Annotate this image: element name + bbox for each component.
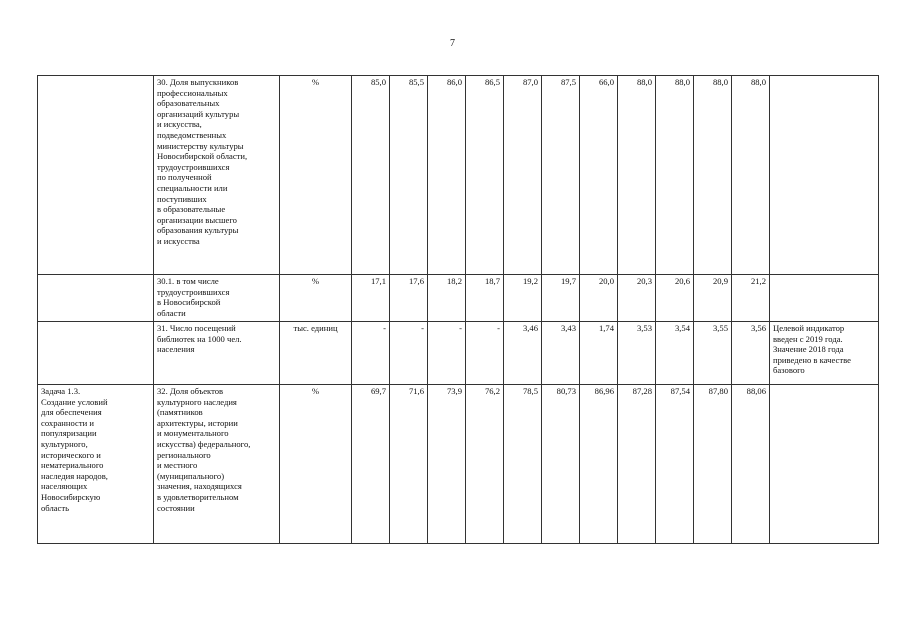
indicator-cell-line: образовательных — [157, 98, 220, 109]
table-row — [38, 76, 879, 275]
value-cell: 88,0 — [732, 76, 770, 275]
value-cell: - — [466, 322, 504, 385]
value-cell: 88,0 — [694, 76, 732, 275]
indicator-cell-line: трудоустроившихся — [157, 286, 230, 297]
value-cell: 78,5 — [504, 385, 542, 544]
unit-cell: % — [280, 385, 352, 544]
value-cell: 87,0 — [504, 76, 542, 275]
task-cell-line: Новосибирскую — [41, 491, 101, 502]
value-cell: 66,0 — [580, 76, 618, 275]
value-cell: 17,1 — [352, 275, 390, 322]
value-cell: 18,2 — [428, 275, 466, 322]
note-cell — [770, 275, 879, 322]
task-cell — [38, 275, 154, 322]
table-row — [38, 385, 879, 544]
value-cell: - — [352, 322, 390, 385]
task-cell-line: исторического и — [41, 449, 101, 460]
note-cell — [770, 322, 879, 385]
value-cell: 85,0 — [352, 76, 390, 275]
task-cell — [38, 385, 154, 544]
note-cell-line: Целевой индикатор — [773, 323, 845, 333]
page-number: 7 — [450, 38, 455, 49]
value-cell: 73,9 — [428, 385, 466, 544]
indicator-cell-line: поступивших — [157, 193, 207, 204]
value-cell: 19,2 — [504, 275, 542, 322]
task-cell-line: для обеспечения — [41, 407, 102, 418]
value-cell: 88,0 — [618, 76, 656, 275]
value-cell: 71,6 — [390, 385, 428, 544]
note-cell — [770, 385, 879, 544]
value-cell: 3,56 — [732, 322, 770, 385]
value-cell: 86,0 — [428, 76, 466, 275]
value-cell: 3,54 — [656, 322, 694, 385]
value-cell: 69,7 — [352, 385, 390, 544]
indicator-cell-line: и местного — [157, 460, 198, 471]
indicator-cell-line: организации высшего — [157, 214, 237, 225]
task-cell-line: наследия народов, — [41, 470, 108, 481]
unit-cell: % — [280, 76, 352, 275]
value-cell: 86,96 — [580, 385, 618, 544]
value-cell: - — [428, 322, 466, 385]
value-cell: 87,54 — [656, 385, 694, 544]
indicator-cell-line: населения — [157, 344, 195, 355]
value-cell: 3,55 — [694, 322, 732, 385]
table-row — [38, 322, 879, 385]
value-cell: 85,5 — [390, 76, 428, 275]
indicator-cell-line: культурного наследия — [157, 396, 237, 407]
indicator-cell-line: по полученной — [157, 172, 212, 183]
value-cell: 87,5 — [542, 76, 580, 275]
indicator-cell-line: значения, находящихся — [157, 481, 242, 492]
note-cell-line: Значение 2018 года — [773, 344, 844, 355]
indicator-cell-line: и монументального — [157, 428, 229, 439]
indicator-cell-line: и искусства, — [157, 119, 202, 130]
unit-cell: тыс. единиц — [280, 322, 352, 385]
value-cell: 18,7 — [466, 275, 504, 322]
value-cell: 20,0 — [580, 275, 618, 322]
indicator-cell — [154, 76, 280, 275]
note-cell-line: приведено в качестве — [773, 354, 851, 365]
indicator-cell-line: архитектуры, истории — [157, 417, 238, 428]
indicator-cell — [154, 275, 280, 322]
value-cell: 20,9 — [694, 275, 732, 322]
value-cell: 20,6 — [656, 275, 694, 322]
task-cell-line: культурного, — [41, 438, 88, 449]
indicator-cell-line: в Новосибирской — [157, 297, 221, 308]
task-cell-line: населяющих — [41, 481, 88, 492]
indicator-cell-line: библиотек на 1000 чел. — [157, 333, 242, 344]
indicator-cell — [154, 322, 280, 385]
indicator-cell-line: регионального — [157, 449, 211, 460]
indicator-cell-line: специальности или — [157, 182, 228, 193]
indicator-cell-line: трудоустроившихся — [157, 161, 230, 172]
indicator-cell-line: и искусства — [157, 235, 200, 246]
value-cell: 19,7 — [542, 275, 580, 322]
indicator-cell-line: 31. Число посещений — [157, 323, 236, 333]
indicator-cell-line: 30.1. в том числе — [157, 276, 219, 286]
value-cell: 3,46 — [504, 322, 542, 385]
task-cell-line: популяризации — [41, 428, 97, 439]
table-row — [38, 275, 879, 322]
value-cell: - — [390, 322, 428, 385]
task-cell-line: нематериального — [41, 460, 104, 471]
indicator-cell-line: 30. Доля выпускников — [157, 77, 239, 87]
indicator-cell — [154, 385, 280, 544]
indicator-cell-line: Новосибирской области, — [157, 151, 248, 162]
indicator-cell-line: в удовлетворительном — [157, 491, 239, 502]
indicator-cell-line: подведомственных — [157, 129, 227, 140]
unit-cell: % — [280, 275, 352, 322]
task-cell-line: Создание условий — [41, 396, 108, 407]
indicator-cell-line: в образовательные — [157, 204, 226, 215]
value-cell: 1,74 — [580, 322, 618, 385]
value-cell: 20,3 — [618, 275, 656, 322]
indicator-cell-line: состоянии — [157, 502, 195, 513]
value-cell: 3,53 — [618, 322, 656, 385]
indicator-cell-line: (муниципального) — [157, 470, 225, 481]
task-cell-line: сохранности и — [41, 417, 94, 428]
value-cell: 86,5 — [466, 76, 504, 275]
value-cell: 80,73 — [542, 385, 580, 544]
value-cell: 17,6 — [390, 275, 428, 322]
indicator-cell-line: министерству культуры — [157, 140, 244, 151]
task-cell — [38, 322, 154, 385]
task-cell-line: Задача 1.3. — [41, 386, 81, 396]
indicator-cell-line: образования культуры — [157, 225, 239, 236]
value-cell: 88,06 — [732, 385, 770, 544]
value-cell: 3,43 — [542, 322, 580, 385]
indicator-cell-line: 32. Доля объектов — [157, 386, 224, 396]
indicator-cell-line: профессиональных — [157, 87, 228, 98]
note-cell — [770, 76, 879, 275]
value-cell: 87,80 — [694, 385, 732, 544]
value-cell: 88,0 — [656, 76, 694, 275]
note-cell-line: введен с 2019 года. — [773, 333, 843, 344]
task-cell — [38, 76, 154, 275]
indicator-cell-line: области — [157, 307, 186, 318]
indicator-cell-line: организаций культуры — [157, 108, 240, 119]
task-cell-line: область — [41, 502, 70, 513]
value-cell: 21,2 — [732, 275, 770, 322]
indicators-table — [37, 75, 879, 544]
value-cell: 87,28 — [618, 385, 656, 544]
value-cell: 76,2 — [466, 385, 504, 544]
indicator-cell-line: (памятников — [157, 407, 203, 418]
indicator-cell-line: искусства) федерального, — [157, 438, 251, 449]
note-cell-line: базового — [773, 365, 805, 376]
